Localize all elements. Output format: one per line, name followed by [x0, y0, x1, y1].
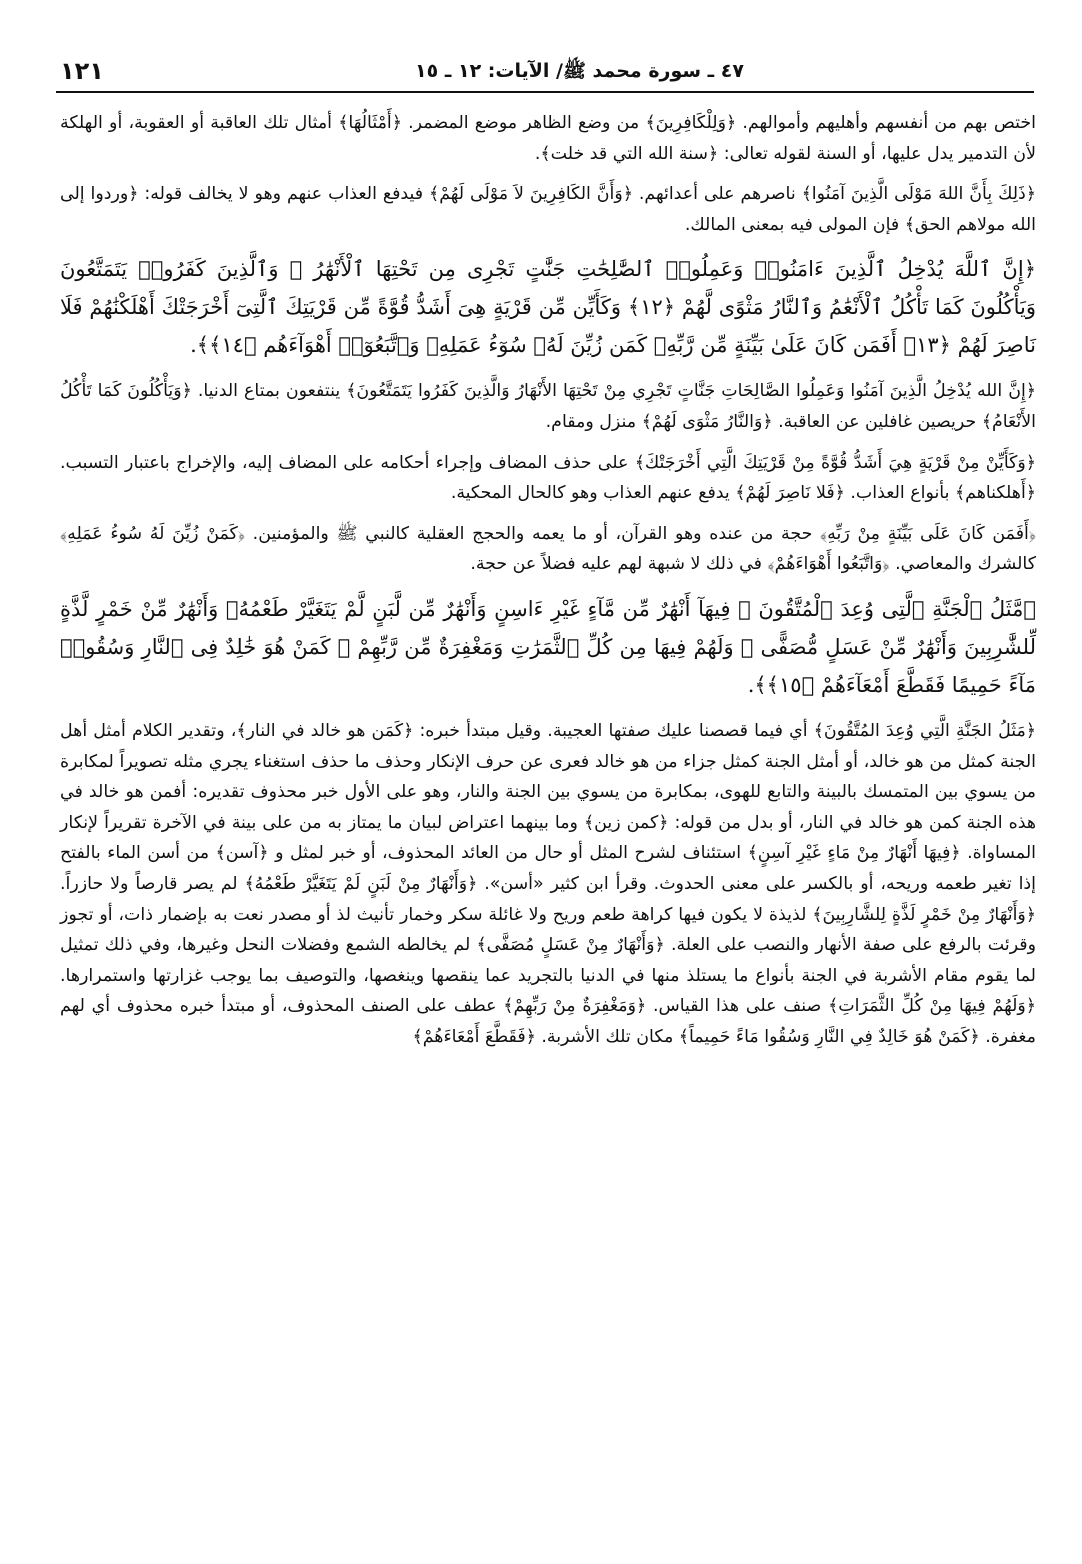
quran-verse-block: ﴿مَّثَلُ ٱلْجَنَّةِ ٱلَّتِى وُعِدَ ٱلْمُتَّقُونَ ۖ فِيهَآ أَنْهَٰرٌ مِّن مَّآءٍ غَيْرِ ءَاسِنٍ وَأَنْهَٰرٌ مِّن لَّبَنٍ لَّمْ يَتَغَيَّرْ طَعْمُهُۥ وَأَنْهَٰرٌ مِّنْ خَمْرٍ لَّذَّةٍ لِّلشَّٰرِبِينَ وَأَنْهَٰرٌ مِّنْ عَسَلٍ مُّصَفًّى ۖ وَلَهُمْ فِيهَا مِن كُلِّ ٱلثَّمَرَٰتِ وَمَغْفِرَةٌ مِّن رَّبِّهِمْ ۖ كَمَنْ هُوَ خَٰلِدٌ فِى ٱلنَّارِ وَسُقُوا۟ مَآءً حَمِيمًا فَقَطَّعَ أَمْعَآءَهُمْ ﴿١٥﴾﴾.	[60, 596, 1036, 697]
page-body	[60, 108, 1036, 1058]
commentary-paragraph: ﴿إِنَّ الله يُدْخِلُ الَّذِينَ آمَنُوا وَعَمِلُوا الصَّالِحَاتِ جَنَّاتٍ تَجْرِي مِنْ تَحْتِهَا الأَنْهَارُ وَالَّذِينَ كَفَرُوا يَتَمَتَّعُونَ﴾ ينتفعون بمتاع الدنيا. ﴿وَيَأْكُلُونَ كَمَا تَأْكُلُ الأَنْعَامُ﴾ حريصين غافلين عن العاقبة. ﴿وَالنَّارُ مَثْوَى لَهُمْ﴾ منزل ومقام.	[60, 381, 1036, 432]
commentary-paragraph: اختص بهم من أنفسهم وأهليهم وأموالهم. ﴿وَلِلْكَافِرِينَ﴾ من وضع الظاهر موضع المضمر. ﴿أَمْثَالُهَا﴾ أمثال تلك العاقبة أو العقوبة، أو الهلكة لأن التدمير يدل عليها، أو السنة لقوله تعالى: ﴿سنة الله التي قد خلت﴾.	[60, 113, 1036, 164]
running-title: ٤٧ ـ سورة محمد ﷺ/ الآيات: ١٢ ـ ١٥	[415, 60, 744, 82]
commentary-paragraph: ﴿مَثَلُ الجَنَّةِ الَّتِي وُعِدَ المُتَّقُونَ﴾ أي فيما قصصنا عليك صفتها العجيبة. وقيل مبتدأ خبره: ﴿كَمَن هو خالد في النار﴾، وتقدير الكلام أمثل أهل الجنة كمثل من هو خالد، أو أمثل الجنة كمثل جزاء من هو خالد فعرى عن حرف الإنكار وحذف ما حذف استغناء يجري مثله تصويراً لمكابرة من يسوي بين المتمسك بالبينة والتابع للهوى، بمكابرة من يسوي بين الجنة والنار، وهو على الأول خبر محذوف تقديره: أفمن هو خالد في هذه الجنة كمن هو خالد في النار، أو بدل من قوله: ﴿كمن زين﴾ وما بينهما اعتراض لبيان ما يمتاز به من على بينة في الآخرة تقريراً لإنكار المساواة. ﴿فِيهَا أَنْهَارٌ مِنْ مَاءٍ غَيْرِ آسِنٍ﴾ استئناف لشرح المثل أو حال من العائد المحذوف، أو خبر لمثل و ﴿آسن﴾ من أسن الماء بالفتح إذا تغير طعمه وريحه، أو بالكسر على معنى الحدوث. وقرأ ابن كثير «أسن». ﴿وَأَنْهَارٌ مِنْ لَبَنٍ لَمْ يَتَغَيَّرْ طَعْمُهُ﴾ لم يصر قارصاً ولا حازراً. ﴿وَأَنْهَارٌ مِنْ خَمْرٍ لَذَّةٍ لِلشَّارِبِينَ﴾ لذيذة لا يكون فيها كراهة طعم وريح ولا غائلة سكر وخمار تأنيث لذ أو مصدر نعت به بإضمار ذات، أو تجوز وقرئت بالرفع على صفة الأنهار والنصب على العلة. ﴿وَأَنْهَارٌ مِنْ عَسَلٍ مُصَفَّى﴾ لم يخالطه الشمع وفضلات النحل وغيرها، وفي ذلك تمثيل لما يقوم مقام الأشربة في الجنة بأنواع ما يستلذ منها في الدنيا بالتجريد عما ينقصها وينغصها، والتوصيف بما يوجب غزارتها واستمرارها. ﴿وَلَهُمْ فِيهَا مِنْ كُلِّ الثَّمَرَاتِ﴾ صنف على هذا القياس. ﴿وَمَغْفِرَةٌ مِنْ رَبِّهِمْ﴾ عطف على الصنف المحذوف، أو مبتدأ خبره محذوف أي لهم مغفرة. ﴿كَمَنْ هُوَ خَالِدٌ فِي النَّارِ وَسُقُوا مَاءً حَمِيماً﴾ مكان تلك الأشربة. ﴿فَقَطَّعَ أَمْعَاءَهُمْ﴾	[60, 720, 1036, 1047]
commentary-paragraph: ﴿ذَلِكَ بِأَنَّ اللهَ مَوْلَى الَّذِينَ آمَنُوا﴾ ناصرهم على أعدائهم. ﴿وَأَنَّ الكَافِرِينَ لاَ مَوْلَى لَهُمْ﴾ فيدفع العذاب عنهم وهو لا يخالف قوله: ﴿وردوا إلى الله مولاهم الحق﴾ فإن المولى فيه بمعنى المالك.	[60, 184, 1036, 235]
commentary-paragraph: ﴿أَفَمَن كَانَ عَلَى بَيِّنَةٍ مِنْ رَبِّهِ﴾ حجة من عنده وهو القرآن، أو ما يعمه والحجج العقلية كالنبي ﷺ والمؤمنين. ﴿كَمَنْ زُيِّنَ لَهُ سُوءُ عَمَلِهِ﴾ كالشرك والمعاصي. ﴿وَاتَّبَعُوا أَهْوَاءَهُمْ﴾ في ذلك لا شبهة لهم عليه فضلاً عن حجة.	[60, 523, 1036, 575]
page-number: ١٢١	[60, 57, 104, 85]
page-header	[56, 55, 1034, 93]
commentary-paragraph: ﴿وَكَأَيِّنْ مِنْ قَرْيَةٍ هِيَ أَشَدُّ قُوَّةً مِنْ قَرْيَتِكَ الَّتِي أَخْرَجَتْكَ﴾ على حذف المضاف وإجراء أحكامه على المضاف إليه، والإخراج باعتبار التسبب. ﴿أَهلكناهم﴾ بأنواع العذاب. ﴿فَلا نَاصِرَ لَهُمْ﴾ يدفع عنهم العذاب وهو كالحال المحكية.	[60, 452, 1036, 504]
quran-verse-block: ﴿إِنَّ ٱللَّهَ يُدْخِلُ ٱلَّذِينَ ءَامَنُوا۟ وَعَمِلُوا۟ ٱلصَّٰلِحَٰتِ جَنَّٰتٍ تَجْرِى مِن تَحْتِهَا ٱلْأَنْهَٰرُ ۖ وَٱلَّذِينَ كَفَرُوا۟ يَتَمَتَّعُونَ وَيَأْكُلُونَ كَمَا تَأْكُلُ ٱلْأَنْعَٰمُ وَٱلنَّارُ مَثْوًى لَّهُمْ ﴿١٢﴾ وَكَأَيِّن مِّن قَرْيَةٍ هِىَ أَشَدُّ قُوَّةً مِّن قَرْيَتِكَ ٱلَّتِىٓ أَخْرَجَتْكَ أَهْلَكْنَٰهُمْ فَلَا نَاصِرَ لَهُمْ ﴿١٣﴾ أَفَمَن كَانَ عَلَىٰ بَيِّنَةٍ مِّن رَّبِّهِۦ كَمَن زُيِّنَ لَهُۥ سُوٓءُ عَمَلِهِۦ وَٱتَّبَعُوٓا۟ أَهْوَآءَهُم ﴿١٤﴾﴾.	[60, 257, 1036, 358]
